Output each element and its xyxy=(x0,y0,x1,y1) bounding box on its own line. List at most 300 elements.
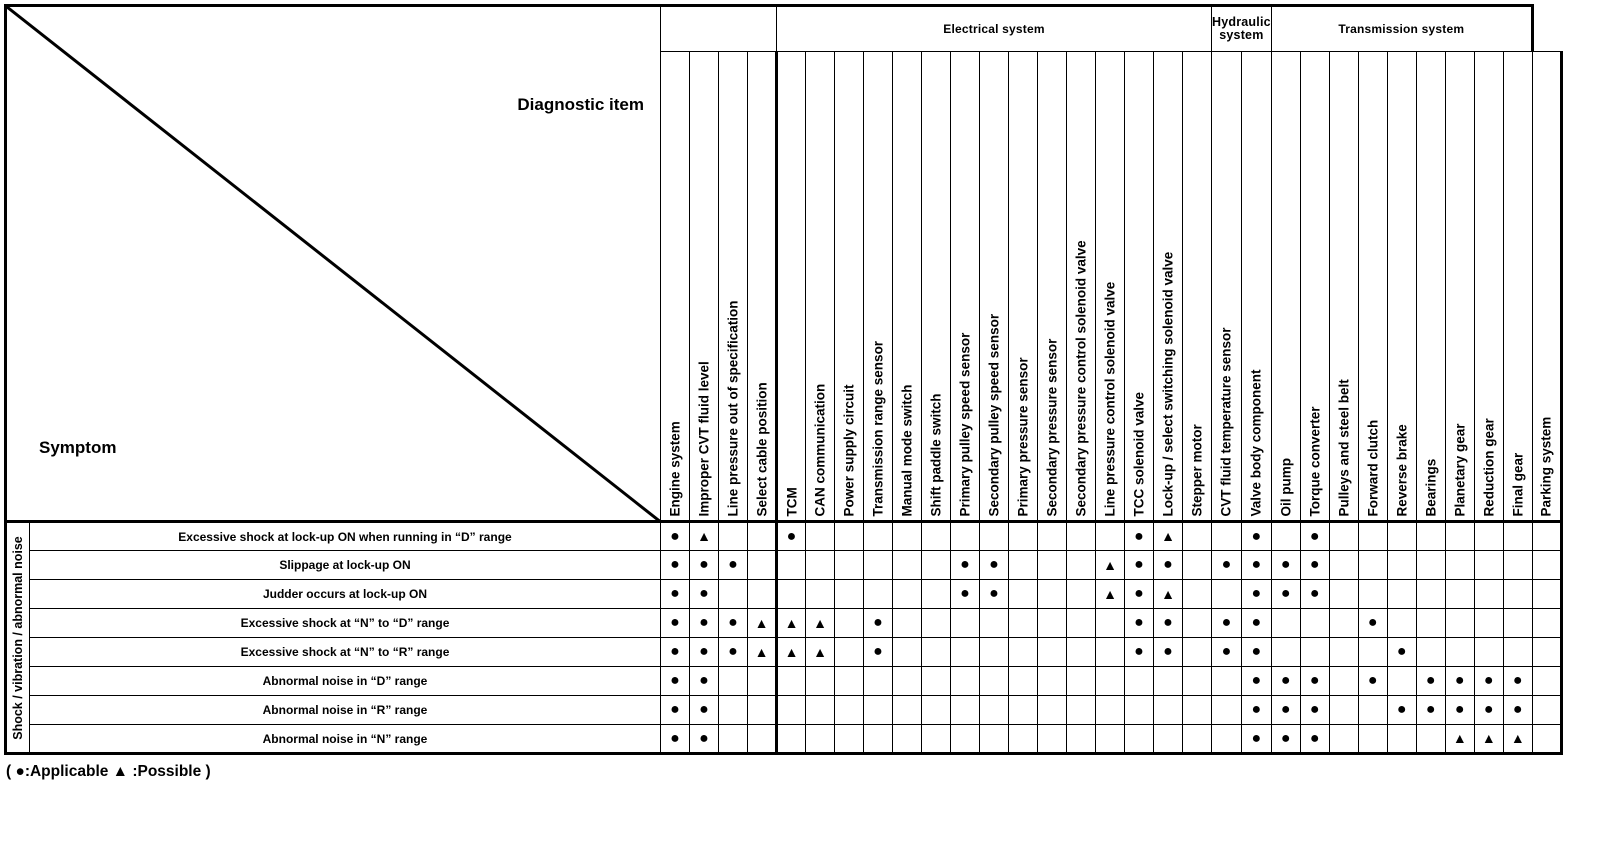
possible-marker: ▲ xyxy=(1452,730,1467,746)
matrix-cell xyxy=(719,696,748,725)
applicable-marker: ● xyxy=(873,643,883,660)
matrix-cell xyxy=(806,725,835,754)
matrix-cell xyxy=(864,522,893,551)
matrix-cell xyxy=(1038,551,1067,580)
matrix-cell xyxy=(1183,551,1212,580)
matrix-cell xyxy=(1212,522,1242,551)
possible-marker: ▲ xyxy=(754,643,769,660)
applicable-marker: ● xyxy=(989,556,999,573)
possible-marker: ▲ xyxy=(1161,528,1175,544)
matrix-cell xyxy=(980,696,1009,725)
matrix-cell xyxy=(980,580,1009,609)
applicable-marker: ● xyxy=(699,614,709,631)
group-header: Electrical system xyxy=(777,6,1212,52)
applicable-marker: ● xyxy=(699,729,709,747)
column-header-label: Improper CVT fluid level xyxy=(696,360,712,516)
table-row xyxy=(6,609,1562,638)
matrix-cell xyxy=(777,667,806,696)
matrix-cell xyxy=(1183,609,1212,638)
applicable-marker: ● xyxy=(1309,585,1320,602)
matrix-cell xyxy=(1009,725,1038,754)
matrix-body xyxy=(6,522,1562,754)
column-header-22 xyxy=(1300,52,1329,522)
matrix-cell xyxy=(1212,580,1242,609)
possible-marker: ▲ xyxy=(1161,585,1175,602)
matrix-cell xyxy=(1096,696,1125,725)
matrix-cell xyxy=(1125,696,1154,725)
column-header-16 xyxy=(1125,52,1154,522)
matrix-cell xyxy=(1358,638,1387,667)
applicable-marker: ● xyxy=(1163,556,1173,573)
matrix-cell xyxy=(951,725,980,754)
applicable-marker: ● xyxy=(728,556,738,573)
matrix-cell xyxy=(1241,696,1271,725)
matrix-cell xyxy=(1241,609,1271,638)
column-header-26 xyxy=(1416,52,1445,522)
column-header-28 xyxy=(1474,52,1503,522)
matrix-cell xyxy=(1067,609,1096,638)
matrix-cell xyxy=(661,725,690,754)
applicable-marker: ● xyxy=(960,585,970,602)
column-header-1 xyxy=(690,52,719,522)
matrix-cell xyxy=(922,609,951,638)
matrix-cell xyxy=(1067,580,1096,609)
matrix-cell xyxy=(806,551,835,580)
matrix-cell xyxy=(1387,667,1416,696)
matrix-cell xyxy=(1358,522,1387,551)
matrix-cell xyxy=(1067,696,1096,725)
matrix-cell xyxy=(922,696,951,725)
table-row xyxy=(6,667,1562,696)
column-header-label: Select cable position xyxy=(753,381,769,516)
matrix-cell xyxy=(864,667,893,696)
matrix-cell xyxy=(1300,522,1329,551)
column-header-label: Pulleys and steel belt xyxy=(1336,378,1352,516)
matrix-cell xyxy=(748,580,777,609)
matrix-cell xyxy=(1503,667,1532,696)
column-header-label: Planetary gear xyxy=(1452,422,1468,516)
matrix-cell xyxy=(1183,580,1212,609)
column-header-24 xyxy=(1358,52,1387,522)
matrix-cell xyxy=(1532,667,1561,696)
matrix-cell xyxy=(661,609,690,638)
matrix-cell xyxy=(806,667,835,696)
matrix-cell xyxy=(951,580,980,609)
matrix-cell xyxy=(922,638,951,667)
matrix-cell xyxy=(690,522,719,551)
symptom-row-label: Abnormal noise in “R” range xyxy=(30,696,661,725)
table-row xyxy=(6,638,1562,667)
matrix-cell xyxy=(980,609,1009,638)
matrix-cell xyxy=(1154,638,1183,667)
matrix-cell xyxy=(719,609,748,638)
applicable-marker: ● xyxy=(960,556,970,573)
matrix-cell xyxy=(1125,522,1154,551)
matrix-cell xyxy=(1009,551,1038,580)
applicable-marker: ● xyxy=(1134,527,1144,545)
column-header-label: Reverse brake xyxy=(1394,423,1410,516)
applicable-marker: ● xyxy=(670,701,680,718)
matrix-cell xyxy=(835,667,864,696)
matrix-cell xyxy=(864,638,893,667)
matrix-cell xyxy=(864,580,893,609)
column-header-label: Torque converter xyxy=(1307,405,1323,516)
matrix-cell xyxy=(1009,667,1038,696)
matrix-cell xyxy=(835,696,864,725)
matrix-cell xyxy=(893,725,922,754)
matrix-cell xyxy=(1241,580,1271,609)
possible-marker: ▲ xyxy=(754,614,769,631)
matrix-cell xyxy=(719,522,748,551)
applicable-marker: ● xyxy=(728,614,738,631)
matrix-cell xyxy=(748,725,777,754)
matrix-cell xyxy=(661,522,690,551)
column-header-25 xyxy=(1387,52,1416,522)
possible-marker: ▲ xyxy=(784,643,799,660)
applicable-marker: ● xyxy=(670,643,680,660)
column-header-0 xyxy=(661,52,690,522)
applicable-marker: ● xyxy=(1309,729,1320,747)
applicable-marker: ● xyxy=(1396,643,1407,660)
matrix-cell xyxy=(1416,638,1445,667)
matrix-cell xyxy=(1271,522,1300,551)
matrix-cell xyxy=(980,551,1009,580)
possible-marker: ▲ xyxy=(784,614,799,631)
applicable-marker: ● xyxy=(699,672,709,689)
matrix-cell xyxy=(1300,638,1329,667)
matrix-cell xyxy=(1532,551,1561,580)
matrix-cell xyxy=(748,638,777,667)
symptom-row-label: Abnormal noise in “D” range xyxy=(30,667,661,696)
column-header-label: Valve body component xyxy=(1248,368,1264,516)
matrix-cell xyxy=(1038,580,1067,609)
matrix-cell xyxy=(922,551,951,580)
table-row xyxy=(6,580,1562,609)
matrix-cell xyxy=(1532,609,1561,638)
matrix-cell xyxy=(1358,551,1387,580)
matrix-cell xyxy=(1474,638,1503,667)
matrix-cell xyxy=(893,609,922,638)
matrix-cell xyxy=(690,580,719,609)
matrix-cell xyxy=(835,551,864,580)
applicable-marker: ● xyxy=(1251,614,1262,631)
matrix-cell xyxy=(690,638,719,667)
matrix-cell xyxy=(1532,725,1561,754)
column-header-label: Reduction gear xyxy=(1481,417,1497,516)
matrix-cell xyxy=(1125,667,1154,696)
applicable-marker: ● xyxy=(1163,643,1173,660)
table-row xyxy=(6,696,1562,725)
matrix-cell xyxy=(1474,580,1503,609)
matrix-cell xyxy=(1503,609,1532,638)
matrix-cell xyxy=(1387,696,1416,725)
column-header-label: TCM xyxy=(783,486,799,516)
matrix-cell xyxy=(661,551,690,580)
matrix-cell xyxy=(951,609,980,638)
matrix-cell xyxy=(690,696,719,725)
matrix-cell xyxy=(777,522,806,551)
applicable-marker: ● xyxy=(1309,672,1320,689)
possible-marker: ▲ xyxy=(1103,585,1117,602)
applicable-marker: ● xyxy=(1251,585,1262,602)
column-header-label: Line pressure out of specification xyxy=(725,299,741,516)
applicable-marker: ● xyxy=(1512,701,1523,718)
matrix-cell xyxy=(922,580,951,609)
column-header-label: Forward clutch xyxy=(1365,419,1381,516)
matrix-cell xyxy=(1009,609,1038,638)
symptom-row-label: Excessive shock at “N” to “D” range xyxy=(30,609,661,638)
matrix-cell xyxy=(777,696,806,725)
matrix-cell xyxy=(1358,725,1387,754)
group-header-row xyxy=(6,6,1562,52)
matrix-cell xyxy=(1329,696,1358,725)
table-row xyxy=(6,551,1562,580)
matrix-cell xyxy=(719,725,748,754)
matrix-cell xyxy=(719,667,748,696)
applicable-marker: ● xyxy=(873,614,883,631)
matrix-cell xyxy=(1212,725,1242,754)
applicable-marker: ● xyxy=(1425,672,1436,689)
applicable-marker: ● xyxy=(670,527,680,545)
matrix-cell xyxy=(1067,522,1096,551)
matrix-cell xyxy=(1038,725,1067,754)
applicable-marker: ● xyxy=(670,672,680,689)
matrix-cell xyxy=(1387,638,1416,667)
matrix-cell xyxy=(661,580,690,609)
matrix-cell xyxy=(1125,580,1154,609)
matrix-cell xyxy=(1271,696,1300,725)
matrix-cell xyxy=(1329,725,1358,754)
matrix-cell xyxy=(1183,696,1212,725)
applicable-marker: ● xyxy=(1280,701,1291,718)
symptom-row-label: Excessive shock at lock-up ON when running in “D” range xyxy=(30,522,661,551)
applicable-marker: ● xyxy=(1251,643,1262,660)
matrix-cell xyxy=(1503,580,1532,609)
matrix-header xyxy=(6,6,1562,522)
matrix-cell xyxy=(1445,580,1474,609)
column-header-label: CAN communication xyxy=(812,383,828,516)
applicable-marker: ● xyxy=(1134,556,1144,573)
applicable-marker: ● xyxy=(1280,585,1291,602)
group-header: Transmission system xyxy=(1271,6,1532,52)
column-header-label: Secondary pressure sensor xyxy=(1044,338,1060,516)
applicable-marker: ● xyxy=(1134,585,1144,602)
column-header-21 xyxy=(1271,52,1300,522)
matrix-cell xyxy=(1154,580,1183,609)
matrix-cell xyxy=(1387,551,1416,580)
matrix-cell xyxy=(1125,551,1154,580)
applicable-marker: ● xyxy=(786,527,797,545)
matrix-cell xyxy=(806,638,835,667)
matrix-cell xyxy=(690,551,719,580)
applicable-marker: ● xyxy=(1367,672,1378,689)
matrix-cell xyxy=(1009,522,1038,551)
column-header-13 xyxy=(1038,52,1067,522)
applicable-marker: ● xyxy=(1425,701,1436,718)
matrix-cell xyxy=(777,580,806,609)
matrix-cell xyxy=(1387,725,1416,754)
matrix-cell xyxy=(1096,580,1125,609)
matrix-cell xyxy=(835,725,864,754)
matrix-cell xyxy=(1271,551,1300,580)
matrix-cell xyxy=(806,522,835,551)
matrix-cell xyxy=(1416,551,1445,580)
matrix-cell xyxy=(951,667,980,696)
matrix-cell xyxy=(1271,609,1300,638)
matrix-cell xyxy=(748,551,777,580)
matrix-cell xyxy=(1154,551,1183,580)
matrix-cell xyxy=(1241,638,1271,667)
matrix-cell xyxy=(1445,609,1474,638)
matrix-cell xyxy=(1183,667,1212,696)
matrix-cell xyxy=(1329,667,1358,696)
matrix-cell xyxy=(1154,725,1183,754)
matrix-cell xyxy=(1358,667,1387,696)
matrix-cell xyxy=(1096,551,1125,580)
column-header-label: Transmission range sensor xyxy=(870,340,886,516)
symptom-row-label: Abnormal noise in “N” range xyxy=(30,725,661,754)
matrix-cell xyxy=(690,667,719,696)
matrix-cell xyxy=(1067,638,1096,667)
matrix-cell xyxy=(1300,580,1329,609)
matrix-cell xyxy=(1183,522,1212,551)
column-header-2 xyxy=(719,52,748,522)
side-band-category xyxy=(6,522,30,754)
matrix-cell xyxy=(1532,580,1561,609)
matrix-cell xyxy=(1503,638,1532,667)
matrix-cell xyxy=(1329,638,1358,667)
matrix-cell xyxy=(1445,522,1474,551)
matrix-cell xyxy=(893,551,922,580)
matrix-cell xyxy=(1445,551,1474,580)
matrix-cell xyxy=(1096,667,1125,696)
matrix-cell xyxy=(980,725,1009,754)
symptom-row-label: Slippage at lock-up ON xyxy=(30,551,661,580)
matrix-cell xyxy=(777,609,806,638)
applicable-marker: ● xyxy=(1251,672,1262,689)
matrix-cell xyxy=(1241,522,1271,551)
column-header-10 xyxy=(951,52,980,522)
matrix-cell xyxy=(980,522,1009,551)
applicable-marker: ● xyxy=(1280,672,1291,689)
column-header-14 xyxy=(1067,52,1096,522)
column-header-4 xyxy=(777,52,806,522)
matrix-cell xyxy=(1387,522,1416,551)
matrix-cell xyxy=(1416,725,1445,754)
matrix-cell xyxy=(1067,667,1096,696)
matrix-cell xyxy=(1474,725,1503,754)
applicable-marker: ● xyxy=(1280,729,1291,747)
matrix-cell xyxy=(1154,609,1183,638)
matrix-cell xyxy=(1038,522,1067,551)
possible-marker: ▲ xyxy=(813,643,827,660)
matrix-cell xyxy=(1067,725,1096,754)
group-header: Hydraulic system xyxy=(1212,6,1272,52)
diagnostic-item-title: Diagnostic item xyxy=(517,95,644,114)
matrix-cell xyxy=(1271,638,1300,667)
matrix-cell xyxy=(777,638,806,667)
matrix-cell xyxy=(1358,580,1387,609)
column-header-label: Manual mode switch xyxy=(899,383,915,516)
matrix-cell xyxy=(1009,638,1038,667)
matrix-cell xyxy=(893,580,922,609)
applicable-marker: ● xyxy=(1309,556,1320,573)
legend: ( ●:Applicable ▲ :Possible ) xyxy=(6,763,211,780)
matrix-cell xyxy=(1474,696,1503,725)
matrix-cell xyxy=(893,638,922,667)
matrix-cell xyxy=(1358,696,1387,725)
applicable-marker: ● xyxy=(1454,672,1465,689)
applicable-marker: ● xyxy=(1134,643,1144,660)
matrix-cell xyxy=(1241,551,1271,580)
symptom-diagnostic-matrix xyxy=(4,4,1563,755)
matrix-cell xyxy=(864,725,893,754)
matrix-cell xyxy=(690,725,719,754)
matrix-cell xyxy=(1416,609,1445,638)
matrix-cell xyxy=(1038,667,1067,696)
column-header-23 xyxy=(1329,52,1358,522)
applicable-marker: ● xyxy=(1221,643,1232,660)
column-header-30 xyxy=(1532,52,1561,522)
matrix-cell xyxy=(980,667,1009,696)
column-header-19 xyxy=(1212,52,1242,522)
symptom-title: Symptom xyxy=(39,438,117,457)
matrix-cell xyxy=(893,667,922,696)
matrix-cell xyxy=(1474,667,1503,696)
applicable-marker: ● xyxy=(670,729,680,747)
column-header-5 xyxy=(806,52,835,522)
matrix-cell xyxy=(1445,667,1474,696)
matrix-cell xyxy=(1096,725,1125,754)
matrix-cell xyxy=(1445,638,1474,667)
applicable-marker: ● xyxy=(699,643,709,660)
matrix-cell xyxy=(893,696,922,725)
column-header-11 xyxy=(980,52,1009,522)
matrix-cell xyxy=(1532,638,1561,667)
applicable-marker: ● xyxy=(1367,614,1378,631)
matrix-cell xyxy=(1271,725,1300,754)
matrix-cell xyxy=(1125,609,1154,638)
matrix-cell xyxy=(1358,609,1387,638)
matrix-cell xyxy=(922,522,951,551)
column-header-label: TCC solenoid valve xyxy=(1131,391,1147,516)
column-header-label: Power supply circuit xyxy=(841,383,857,516)
possible-marker: ▲ xyxy=(813,614,827,631)
applicable-marker: ● xyxy=(1483,701,1494,718)
matrix-cell xyxy=(1300,667,1329,696)
column-header-20 xyxy=(1241,52,1271,522)
matrix-cell xyxy=(1183,725,1212,754)
applicable-marker: ● xyxy=(670,556,680,573)
symptom-row-label: Judder occurs at lock-up ON xyxy=(30,580,661,609)
matrix-cell xyxy=(1474,522,1503,551)
column-header-17 xyxy=(1154,52,1183,522)
applicable-marker: ● xyxy=(1512,672,1523,689)
column-header-15 xyxy=(1096,52,1125,522)
matrix-cell xyxy=(719,551,748,580)
column-header-label: Secondary pulley speed sensor xyxy=(986,313,1002,516)
column-header-29 xyxy=(1503,52,1532,522)
side-band-label: Shock / vibration / abnormal noise xyxy=(11,535,25,740)
matrix-cell xyxy=(864,609,893,638)
column-header-label: Bearings xyxy=(1423,458,1439,516)
matrix-cell xyxy=(1445,725,1474,754)
matrix-cell xyxy=(1387,580,1416,609)
matrix-cell xyxy=(980,638,1009,667)
matrix-cell xyxy=(1212,551,1242,580)
possible-marker: ▲ xyxy=(1510,730,1525,746)
column-header-18 xyxy=(1183,52,1212,522)
